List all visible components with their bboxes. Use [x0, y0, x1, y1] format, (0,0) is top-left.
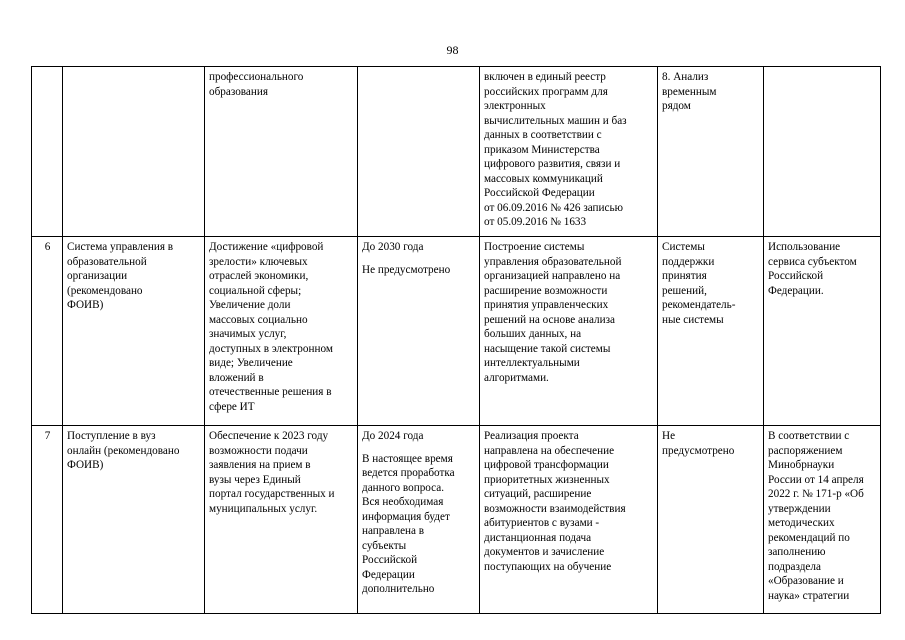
cell-text-line: ситуаций, расширение [484, 488, 592, 500]
cell-text-line: рекомендаций по [768, 531, 850, 544]
note-cell [764, 67, 881, 237]
cell-text-line: Увеличение доли [209, 299, 291, 311]
cell-text-line: вузы через Единый [209, 473, 301, 486]
cell-text-line: интеллектуальными [484, 357, 580, 369]
goal-cell [205, 237, 358, 426]
cell-text-line: расширение возможности [484, 284, 608, 297]
cell-text-line: от 06.09.2016 № 426 записью [484, 201, 623, 214]
cell-text-line: массовых социально [209, 313, 308, 326]
cell-text-line: ФОИВ) [67, 459, 104, 471]
cell-text-line: В настоящее время [362, 452, 453, 465]
cell-text-line: электронных [484, 100, 546, 112]
cell-text-line: данных в соответствии с [484, 129, 602, 141]
cell-text-line: Не [662, 430, 676, 442]
cell-text-line: цифровой трансформации [484, 459, 609, 471]
cell-text-line: управления образовательной [484, 255, 622, 268]
table-row [32, 67, 881, 237]
table-row [32, 426, 881, 614]
cell-text-line: возможности взаимодействия [484, 502, 626, 515]
cell-text-line: подраздела [768, 560, 821, 573]
cell-text-line: документов и зачисление [484, 546, 605, 558]
cell-text-line: 8. Анализ [662, 71, 709, 83]
cell-text-line: цифрового развития, связи и [484, 158, 621, 170]
tools-cell [658, 67, 764, 237]
cell-text-line: больших данных, на [484, 328, 582, 340]
goal-cell [205, 426, 358, 614]
deadline-cell [358, 237, 480, 426]
cell-text-line: социальной сферы; [209, 284, 302, 297]
cell-text-line: российских программ для [484, 85, 608, 98]
row-number-cell: 6 [32, 237, 63, 426]
cell-text-line: рядом [662, 100, 691, 112]
cell-text-line: Использование [768, 241, 841, 253]
tools-cell [658, 426, 764, 614]
cell-text-line: отечественные решения в [209, 386, 332, 398]
cell-text-line: поддержки [662, 255, 715, 268]
cell-text-line: субъекты [362, 539, 407, 552]
cell-text-line: ные системы [662, 313, 724, 326]
cell-text-line: профессионального [209, 71, 304, 83]
measure-name-cell [63, 237, 205, 426]
content-cell [480, 426, 658, 614]
cell-text-line: Построение системы [484, 241, 585, 253]
cell-text-line: значимых услуг, [209, 328, 287, 340]
cell-text-line: муниципальных услуг. [209, 502, 318, 515]
deadline-comment [362, 263, 476, 278]
cell-text-line: (рекомендовано [67, 284, 143, 297]
deadline-date [362, 240, 476, 255]
cell-text-line: 2022 г. № 171-р «Об [768, 488, 864, 500]
cell-text-line: России от 14 апреля [768, 473, 864, 486]
cell-text-line: организацией направлено на [484, 270, 621, 282]
cell-text-line: приоритетных жизненных [484, 473, 610, 486]
cell-text-line: данного вопроса. [362, 481, 445, 494]
note-cell [764, 237, 881, 426]
cell-text-line: заявления на прием в [209, 459, 311, 471]
cell-text-line: методических [768, 517, 835, 529]
cell-text-line: принятия [662, 270, 707, 282]
cell-text-line: распоряжением [768, 444, 843, 457]
cell-text-line: массовых коммуникаций [484, 172, 603, 185]
cell-text-line: поступающих на обучение [484, 560, 612, 573]
table-row [32, 237, 881, 426]
cell-text-line: портал государственных и [209, 488, 335, 500]
cell-text-line: решений, [662, 284, 707, 297]
cell-text-line: направлена на обеспечение [484, 444, 615, 457]
cell-text-line: отраслей экономики, [209, 270, 309, 282]
cell-text-line: До 2030 года [362, 241, 424, 253]
measure-name-cell [63, 67, 205, 237]
cell-text-line: информация будет [362, 510, 450, 523]
cell-text-line: принятия управленческих [484, 299, 609, 311]
deadline-cell [358, 67, 480, 237]
cell-text-line: наука» стратегии [768, 589, 850, 602]
cell-text-line: Российской Федерации [484, 187, 595, 199]
cell-text-line: направлена в [362, 525, 425, 537]
cell-text-line: Вся необходимая [362, 496, 444, 508]
goal-cell [205, 67, 358, 237]
cell-text-line: Минобрнауки [768, 459, 835, 471]
cell-text-line: вычислительных машин и баз [484, 114, 627, 127]
deadline-date [362, 429, 476, 444]
cell-text-line: Российской [362, 554, 418, 566]
cell-text-line: Достижение «цифровой [209, 241, 324, 253]
cell-text-line: сфере ИТ [209, 400, 255, 413]
cell-text-line: заполнению [768, 546, 826, 558]
cell-text-line: Федерации. [768, 284, 824, 297]
content-cell [480, 237, 658, 426]
deadline-cell [358, 426, 480, 614]
note-cell [764, 426, 881, 614]
cell-text-line: решений на основе анализа [484, 313, 616, 326]
cell-text-line: Реализация проекта [484, 430, 579, 442]
cell-text-line: включен в единый реестр [484, 71, 606, 83]
cell-text-line: До 2024 года [362, 430, 424, 442]
cell-text-line: абитуриентов с вузами - [484, 517, 600, 529]
cell-text-line: приказом Министерства [484, 143, 600, 156]
page-number: 98 [446, 43, 459, 57]
cell-text-line: зрелости» ключевых [209, 255, 308, 268]
cell-text-line: доступных в электронном [209, 342, 333, 355]
cell-text-line: «Образование и [768, 575, 844, 587]
cell-text-line: от 05.09.2016 № 1633 [484, 216, 587, 228]
document-table [31, 66, 881, 614]
cell-text-line: рекомендатель- [662, 299, 736, 311]
row-number-cell [32, 67, 63, 237]
cell-text-line: временным [662, 85, 717, 98]
cell-text-line: сервиса субъектом [768, 255, 857, 268]
tools-cell [658, 237, 764, 426]
cell-text-line: дистанционная подача [484, 531, 592, 544]
cell-text-line: дополнительно [362, 583, 435, 595]
cell-text-line: ведется проработка [362, 467, 455, 479]
cell-text-line: виде; Увеличение [209, 357, 293, 369]
cell-text-line: алгоритмами. [484, 371, 549, 384]
cell-text-line: онлайн (рекомендовано [67, 444, 180, 457]
cell-text-line: Система управления в [67, 241, 174, 253]
cell-text-line: организации [67, 270, 128, 282]
measure-name-cell [63, 426, 205, 614]
content-cell [480, 67, 658, 237]
row-number-cell: 7 [32, 426, 63, 614]
deadline-comment [362, 452, 476, 597]
cell-text-line: образовательной [67, 255, 147, 268]
cell-text-line: образования [209, 85, 269, 98]
cell-text-line: Поступление в вуз [67, 430, 156, 442]
cell-text-line: насыщение такой системы [484, 342, 611, 355]
cell-text-line: Обеспечение к 2023 году [209, 430, 329, 442]
cell-text-line: ФОИВ) [67, 299, 104, 311]
cell-text-line: предусмотрено [662, 444, 735, 457]
cell-text-line: В соответствии с [768, 430, 850, 442]
cell-text-line: утверждении [768, 502, 831, 515]
cell-text-line: вложений в [209, 371, 264, 384]
cell-text-line: Системы [662, 241, 705, 253]
cell-text-line: Не предусмотрено [362, 263, 451, 276]
cell-text-line: Федерации [362, 568, 415, 581]
cell-text-line: возможности подачи [209, 444, 308, 457]
cell-text-line: Российской [768, 270, 824, 282]
